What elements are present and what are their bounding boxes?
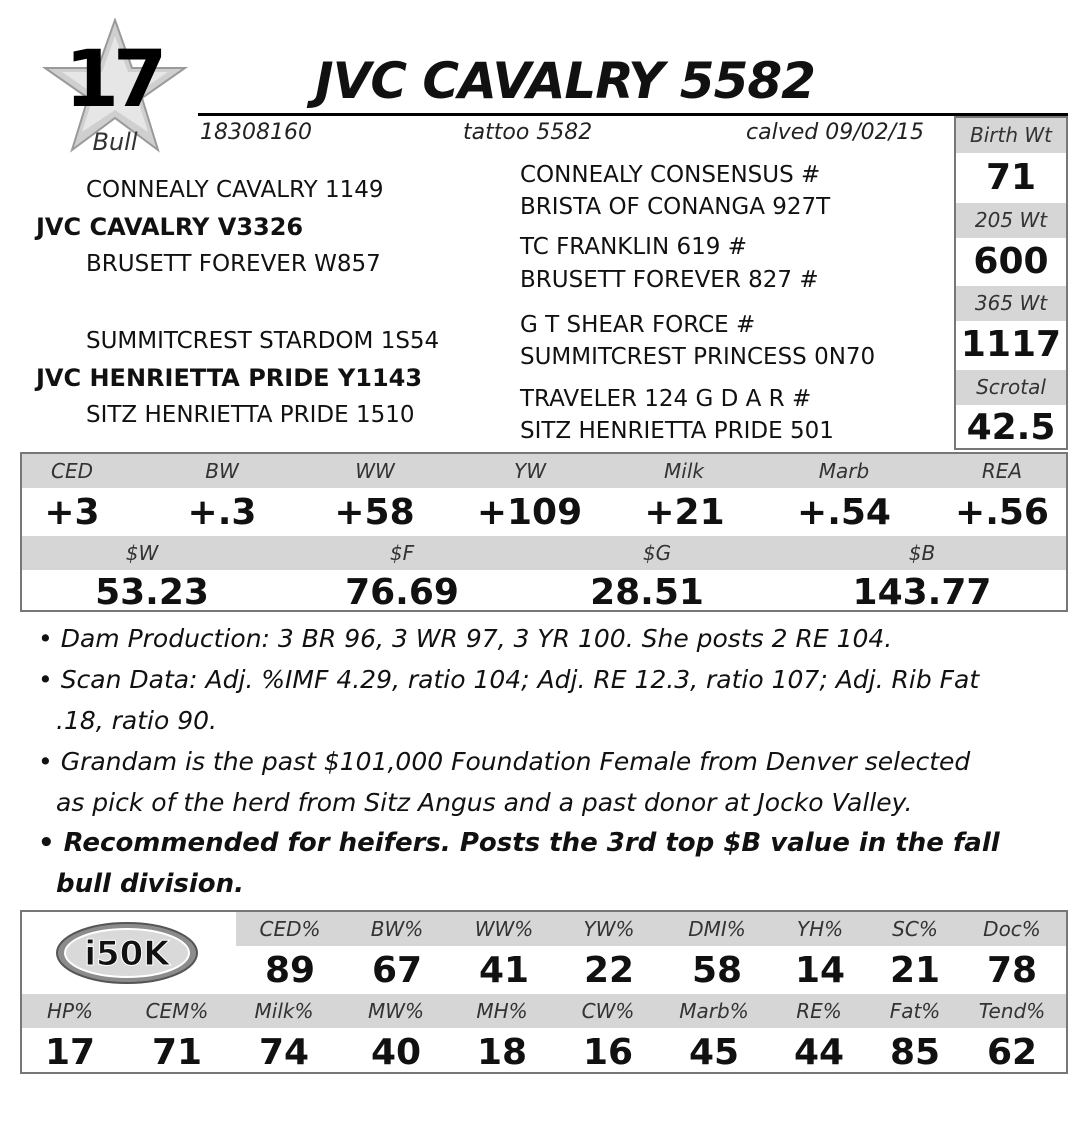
geno-value-mw: 40 (370, 1032, 422, 1073)
geno-label-yw: YW% (583, 917, 635, 941)
pedigree-gg-4: BRUSETT FOREVER 827 # (520, 267, 819, 293)
pedigree-gg-8: SITZ HENRIETTA PRIDE 501 (520, 418, 834, 444)
dollar-value-b: 143.77 (852, 572, 992, 613)
dollar-value-g: 28.51 (590, 572, 704, 613)
geno-value-yw: 22 (583, 950, 635, 991)
birth-wt-value: 71 (985, 157, 1037, 198)
geno-value-fat: 85 (889, 1032, 941, 1073)
scrotal-label: Scrotal (956, 370, 1066, 405)
geno-label-fat: Fat% (889, 999, 941, 1023)
pedigree-gg-2: BRISTA OF CONANGA 927T (520, 194, 831, 220)
note-recommendation-cont: bull division. (56, 869, 245, 899)
geno-value-re: 44 (793, 1032, 845, 1073)
geno-value-dmi: 58 (691, 950, 743, 991)
pedigree-gg-5: G T SHEAR FORCE # (520, 312, 756, 338)
geno-label-sc: SC% (892, 917, 938, 941)
dollar-label-g: $G (642, 541, 672, 565)
geno-value-cw: 16 (582, 1032, 634, 1073)
geno-value-ced: 89 (264, 950, 316, 991)
pedigree-gg-1: CONNEALY CONSENSUS # (520, 162, 821, 188)
205-wt-value: 600 (973, 241, 1049, 282)
dollar-value-w: 53.23 (95, 572, 209, 613)
geno-label-mw: MW% (367, 999, 425, 1023)
pedigree-dam-sire: SUMMITCREST STARDOM 1S54 (86, 328, 440, 354)
note-scan-data-cont: .18, ratio 90. (56, 706, 217, 735)
note-scan-data: • Scan Data: Adj. %IMF 4.29, ratio 104; Adj. RE 12.3, ratio 107; Adj. Rib Fat (38, 665, 980, 694)
geno-label-yh: YH% (796, 917, 844, 941)
epd-value-milk: +21 (644, 492, 725, 533)
pedigree-sire-dam: BRUSETT FOREVER W857 (86, 251, 381, 277)
geno-value-sc: 21 (889, 950, 941, 991)
epd-value-marb: +.54 (797, 492, 891, 533)
epd-table (20, 452, 1068, 612)
dollar-value-f: 76.69 (345, 572, 459, 613)
geno-value-milk: 74 (258, 1032, 310, 1073)
geno-label-cw: CW% (581, 999, 635, 1023)
pedigree-sire: JVC CAVALRY V3326 (36, 213, 304, 241)
geno-value-mh: 18 (476, 1032, 528, 1073)
title-rule (198, 113, 1068, 116)
geno-label-hp: HP% (46, 999, 94, 1023)
i50k-logo-icon (54, 920, 200, 986)
pedigree-gg-3: TC FRANKLIN 619 # (520, 234, 747, 260)
pedigree-dam-dam: SITZ HENRIETTA PRIDE 1510 (86, 402, 415, 428)
lot-number: 17 (64, 35, 162, 125)
dollar-label-w: $W (125, 541, 159, 565)
epd-label-bw: BW (205, 459, 239, 483)
geno-label-mh: MH% (476, 999, 528, 1023)
weights-panel (954, 116, 1068, 450)
epd-label-milk: Milk (664, 459, 704, 483)
geno-value-doc: 78 (986, 950, 1038, 991)
notes (20, 618, 1070, 905)
epd-label-marb: Marb (818, 459, 870, 483)
epd-label-rea: REA (981, 459, 1023, 483)
registration-number: 18308160 (200, 120, 312, 145)
epd-value-ww: +58 (334, 492, 415, 533)
geno-label-ww: WW% (474, 917, 534, 941)
geno-label-re: RE% (796, 999, 842, 1023)
lot-type: Bull (92, 128, 138, 156)
birth-wt-label: Birth Wt (956, 118, 1066, 153)
geno-label-bw: BW% (370, 917, 424, 941)
geno-label-cem: CEM% (145, 999, 209, 1023)
note-grandam: • Grandam is the past $101,000 Foundation Female from Denver selected (38, 747, 971, 776)
geno-label-milk: Milk% (254, 999, 314, 1023)
scrotal-value: 42.5 (966, 407, 1056, 448)
geno-label-doc: Doc% (983, 917, 1041, 941)
geno-value-hp: 17 (44, 1032, 96, 1073)
pedigree-gg-6: SUMMITCREST PRINCESS 0N70 (520, 344, 876, 370)
pedigree-dam: JVC HENRIETTA PRIDE Y1143 (36, 364, 423, 392)
lot-badge (40, 18, 190, 158)
365-wt-label: 365 Wt (956, 286, 1066, 321)
epd-label-ww: WW (355, 459, 395, 483)
epd-value-bw: +.3 (187, 492, 257, 533)
dollar-label-f: $F (389, 541, 415, 565)
calved-date: calved 09/02/15 (746, 120, 925, 145)
geno-label-dmi: DMI% (688, 917, 746, 941)
geno-value-cem: 71 (151, 1032, 203, 1073)
geno-value-marb: 45 (688, 1032, 740, 1073)
205-wt-label: 205 Wt (956, 203, 1066, 238)
epd-value-rea: +.56 (955, 492, 1049, 533)
dollar-label-b: $B (908, 541, 936, 565)
epd-value-yw: +109 (476, 492, 583, 533)
365-wt-value: 1117 (960, 324, 1062, 365)
note-grandam-cont: as pick of the herd from Sitz Angus and a past donor at Jocko Valley. (56, 788, 913, 817)
note-recommendation: • Recommended for heifers. Posts the 3rd top $B value in the fall (38, 828, 1000, 858)
epd-value-ced: +3 (44, 492, 100, 533)
logo-text: i50K (84, 934, 170, 974)
geno-label-tend: Tend% (978, 999, 1046, 1023)
geno-label-marb: Marb% (679, 999, 749, 1023)
geno-value-tend: 62 (986, 1032, 1038, 1073)
tattoo: tattoo 5582 (463, 120, 593, 145)
note-dam-production: • Dam Production: 3 BR 96, 3 WR 97, 3 YR 100. She posts 2 RE 104. (38, 624, 893, 653)
geno-value-bw: 67 (371, 950, 423, 991)
pedigree-gg-7: TRAVELER 124 G D A R # (520, 386, 812, 412)
geno-label-ced: CED% (259, 917, 321, 941)
geno-value-yh: 14 (794, 950, 846, 991)
animal-name: JVC CAVALRY 5582 (315, 52, 815, 110)
epd-label-ced: CED (50, 459, 93, 483)
epd-label-yw: YW (514, 459, 546, 483)
genomics-table (20, 910, 1068, 1074)
geno-value-ww: 41 (478, 950, 530, 991)
pedigree-sire-sire: CONNEALY CAVALRY 1149 (86, 177, 384, 203)
